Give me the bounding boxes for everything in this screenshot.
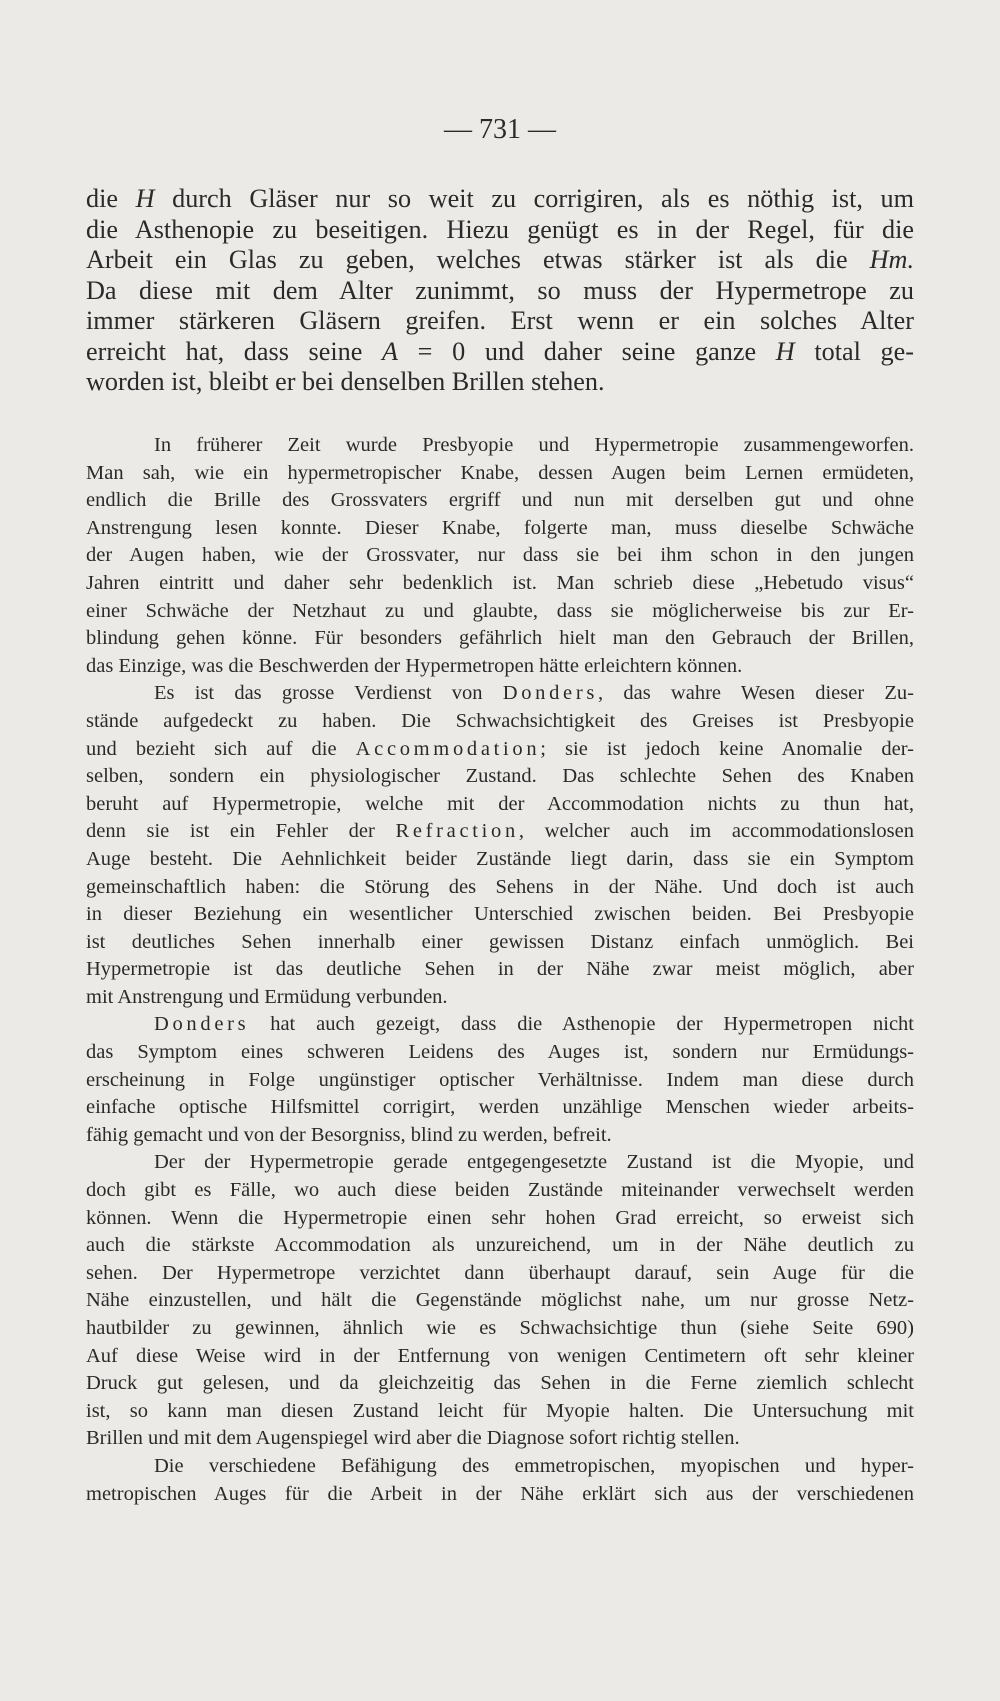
text-run: endlich die Brille des Grossvaters ergriff und nun mit derselben gut und ohne	[86, 489, 914, 512]
text-line	[86, 1343, 914, 1371]
italic-symbol: H	[135, 184, 155, 213]
paragraph	[86, 1453, 914, 1508]
text-run: Man sah, wie ein hypermetropischer Knabe, dessen Augen beim Lernen ermüdeten,	[86, 461, 914, 484]
text-line	[86, 367, 914, 398]
text-line	[86, 680, 914, 708]
text-run: In früherer Zeit wurde Presbyopie und Hypermetropie zusammengeworfen.	[154, 434, 914, 456]
text-run: Da diese mit dem Alter zunimmt, so muss der Hypermetrope zu	[86, 275, 914, 305]
text-run: sehen. Der Hypermetrope verzichtet dann überhaupt darauf, sein Auge für die	[86, 1261, 914, 1284]
text-run: das Symptom eines schweren Leidens des Auges ist, sondern nur Ermüdungs-	[86, 1041, 914, 1064]
text-run: metropischen Auges für die Arbeit in der Nähe erklärt sich aus der verschiedenen	[86, 1482, 914, 1505]
text-run: blindung gehen könne. Für besonders gefährlich hielt man den Gebrauch der Brillen,	[86, 627, 914, 650]
text-line	[86, 245, 914, 276]
text-run: , das wahre Wesen dieser Zu-	[598, 682, 914, 705]
text-line	[86, 1067, 914, 1095]
text-line	[86, 276, 914, 307]
text-run: Es ist das grosse Verdienst von	[154, 682, 503, 705]
large-paragraph	[86, 184, 914, 398]
text-line	[86, 215, 914, 246]
text-line	[86, 1481, 914, 1509]
text-line	[86, 818, 914, 846]
spaced-emphasis: Refraction	[395, 820, 519, 843]
text-line	[86, 487, 914, 515]
text-line	[86, 1260, 914, 1288]
text-line	[86, 1011, 914, 1039]
text-run: das Einzige, was die Beschwerden der Hypermetropen hätte erleichtern können.	[86, 654, 743, 677]
text-run: selben, sondern ein physiologischer Zustand. Das schlechte Sehen des Knaben	[86, 765, 914, 788]
text-run: einer Schwäche der Netzhaut zu und glaubte, dass sie möglicherweise bis zur Er-	[86, 599, 914, 622]
spaced-emphasis: Accommodation	[355, 737, 541, 760]
text-line	[86, 1205, 914, 1233]
text-line	[86, 956, 914, 984]
text-run: Der der Hypermetropie gerade entgegengesetzte Zustand ist die Myopie, und	[154, 1151, 914, 1174]
text-line	[86, 763, 914, 791]
text-run: der Augen haben, wie der Grossvater, nur dass sie bei ihm schon in den jungen	[86, 544, 914, 567]
text-line	[86, 708, 914, 736]
text-line	[86, 1149, 914, 1177]
text-line	[86, 1039, 914, 1067]
text-run: Brillen und mit dem Augenspiegel wird aber die Diagnose sofort richtig stellen.	[86, 1427, 740, 1450]
text-line	[86, 736, 914, 764]
text-run: erscheinung in Folge ungünstiger optischer Verhältnisse. Indem man diese durch	[86, 1068, 914, 1091]
text-line	[86, 653, 914, 681]
text-run: Druck gut gelesen, und da gleichzeitig das Sehen in die Ferne ziemlich schlecht	[86, 1372, 914, 1395]
text-run: fähig gemacht und von der Besorgniss, blind zu werden, befreit.	[86, 1123, 612, 1146]
text-run: durch Gläser nur so weit zu corrigiren, als es nöthig ist, um	[154, 184, 914, 213]
text-run: Arbeit ein Glas zu geben, welches etwas stärker ist als die	[86, 245, 870, 274]
text-run: hautbilder zu gewinnen, ähnlich wie es Schwachsichtige thun (siehe Seite 690)	[86, 1317, 914, 1339]
text-run: , welcher auch im accommodationslosen	[518, 820, 914, 843]
text-line	[86, 1094, 914, 1122]
italic-symbol: A	[382, 336, 399, 366]
italic-symbol: Hm.	[869, 245, 914, 274]
text-line	[86, 1370, 914, 1398]
text-line	[86, 1232, 914, 1260]
text-run: denn sie ist ein Fehler der	[86, 820, 396, 843]
text-run: mit Anstrengung und Ermüdung verbunden.	[86, 985, 448, 1008]
spaced-emphasis: Donders	[502, 682, 599, 705]
text-line	[86, 337, 914, 368]
text-run: immer stärkeren Gläsern greifen. Erst wenn er ein solches Alter	[86, 306, 914, 335]
text-run: gemeinschaftlich haben: die Störung des Sehens in der Nähe. Und doch ist auch	[86, 875, 914, 898]
text-line	[86, 625, 914, 653]
text-line	[86, 846, 914, 874]
text-run: Anstrengung lesen konnte. Dieser Knabe, folgerte man, muss dieselbe Schwäche	[86, 516, 914, 539]
text-line	[86, 929, 914, 957]
text-run: erreicht hat, dass seine	[86, 336, 383, 366]
italic-symbol: H	[775, 336, 795, 366]
text-run: total ge-	[794, 336, 914, 366]
text-run: ist deutliches Sehen innerhalb einer gewissen Distanz einfach unmöglich. Bei	[86, 930, 914, 953]
text-line	[86, 542, 914, 570]
spaced-emphasis: Donders	[154, 1013, 250, 1036]
text-line	[86, 1177, 914, 1205]
text-line	[86, 901, 914, 929]
text-run: und bezieht sich auf die	[86, 737, 356, 760]
text-run: = 0 und daher seine ganze	[398, 336, 776, 366]
small-print-section	[86, 432, 914, 1508]
text-run: beruht auf Hypermetropie, welche mit der Accommodation nichts zu thun hat,	[86, 792, 914, 815]
text-run: die	[86, 184, 136, 213]
text-run: Auge besteht. Die Aehnlichkeit beider Zustände liegt darin, dass sie ein Symptom	[86, 847, 914, 870]
text-run: Auf diese Weise wird in der Entfernung von wenigen Centimetern oft sehr kleiner	[86, 1344, 914, 1367]
text-run: worden ist, bleibt er bei denselben Brillen stehen.	[86, 367, 605, 396]
text-line	[86, 515, 914, 543]
text-run: stände aufgedeckt zu haben. Die Schwachsichtigkeit des Greises ist Presbyopie	[86, 709, 914, 732]
paragraph	[86, 680, 914, 1011]
page-number: — 731 —	[444, 114, 556, 145]
paragraph	[86, 1149, 914, 1453]
text-line	[86, 598, 914, 626]
text-line	[86, 460, 914, 488]
text-line	[86, 984, 914, 1012]
text-run: Hypermetropie ist das deutliche Sehen in der Nähe zwar meist möglich, aber	[86, 958, 914, 981]
text-run: hat auch gezeigt, dass die Asthenopie der Hypermetropen nicht	[249, 1013, 914, 1036]
text-run: können. Wenn die Hypermetropie einen sehr hohen Grad erreicht, so erweist sich	[86, 1206, 914, 1229]
paragraph	[86, 1011, 914, 1149]
text-line	[86, 1425, 914, 1453]
text-line	[86, 570, 914, 598]
text-line	[86, 1287, 914, 1315]
text-run: ; sie ist jedoch keine Anomalie der-	[540, 737, 914, 760]
text-run: auch die stärkste Accommodation als unzureichend, um in der Nähe deutlich zu	[86, 1234, 914, 1257]
text-run: Nähe einzustellen, und hält die Gegenstände möglichst nahe, um nur grosse Netz-	[86, 1289, 914, 1312]
text-line	[86, 1315, 914, 1343]
text-line	[86, 1122, 914, 1150]
text-run: die Asthenopie zu beseitigen. Hiezu genügt es in der Regel, für die	[86, 214, 914, 244]
text-run: Die verschiedene Befähigung des emmetropischen, myopischen und hyper-	[154, 1454, 914, 1477]
text-run: einfache optische Hilfsmittel corrigirt, werden unzählige Menschen wieder arbeits-	[86, 1096, 914, 1119]
text-run: Jahren eintritt und daher sehr bedenklich ist. Man schrieb diese „Hebetudo visus“	[86, 571, 914, 594]
text-line	[86, 306, 914, 337]
text-line	[86, 791, 914, 819]
text-line	[86, 1398, 914, 1426]
text-run: doch gibt es Fälle, wo auch diese beiden Zustände miteinander verwechselt werden	[86, 1179, 914, 1202]
text-line	[86, 1453, 914, 1481]
paragraph	[86, 432, 914, 680]
text-line	[86, 432, 914, 460]
text-line	[86, 874, 914, 902]
text-run: in dieser Beziehung ein wesentlicher Unterschied zwischen beiden. Bei Presbyopie	[86, 903, 914, 926]
text-line	[86, 184, 914, 215]
text-run: ist, so kann man diesen Zustand leicht für Myopie halten. Die Untersuchung mit	[86, 1399, 914, 1422]
